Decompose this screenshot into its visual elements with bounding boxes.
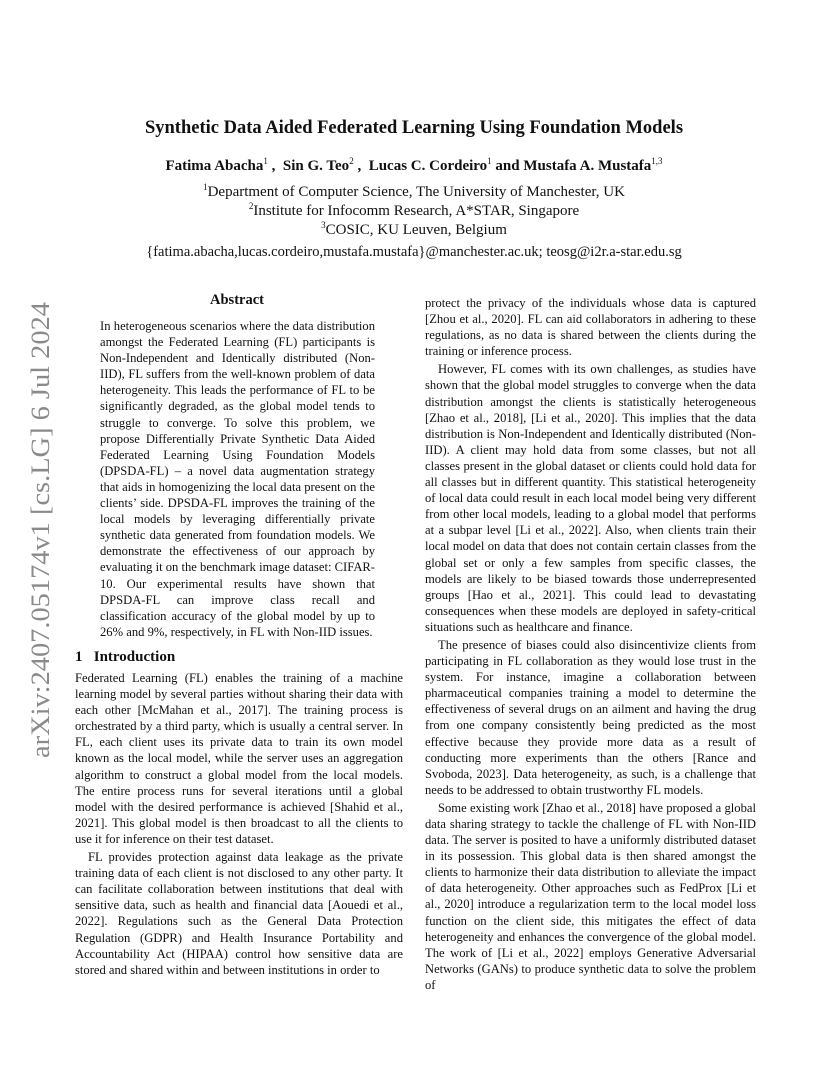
author-sup: 1: [263, 156, 268, 166]
affiliation-sup: 1: [203, 182, 208, 192]
paper-title: Synthetic Data Aided Federated Learning Using Foundation Models: [144, 118, 684, 138]
affiliation-text: Department of Computer Science, The University of Manchester, UK: [207, 184, 625, 200]
right-column: [425, 295, 756, 993]
affiliation-text: COSIC, KU Leuven, Belgium: [325, 222, 507, 238]
paragraph: The presence of biases could also disincentivize clients from participating in FL collaboration as they would lose trust in the system. For instance, imagine a collaboration between pharmaceutical companies training a model to determine the effectiveness of several drugs on an ailment and having the drug from one company consistently being predicted as the most effective because they provide more data as a result of conducting more experiments than the others [Rance and Svoboda, 2023]. Data heterogeneity, as such, is a challenge that needs to be addressed to obtain trustworthy FL models.: [425, 637, 756, 797]
author-sep: ,: [267, 158, 283, 174]
author-name: Fatima Abacha: [165, 158, 264, 174]
affiliation-sup: 3: [321, 220, 326, 230]
paragraph: However, FL comes with its own challenges, as studies have shown that the global model struggles to converge when the data distribution amongst the clients is statistically heterogeneous [Zhao et al., 2018], [Li et al., 2020]. This implies that the data distribution is Non-Independent and Identically distributed (Non-IID). A client may hold data from some classes, but not all classes present in the global dataset or clients could hold data for all classes but in different quantity. This statistical heterogeneity of local data could result in each local model being very different from other local models, leading to a global model that performs at a subpar level [Li et al., 2022]. Also, when clients train their local model on data that does not contain certain classes from the global set or only a few samples from specific classes, the models are likely to be biased towards those underrepresented groups [Hao et al., 2021]. This could lead to devastating consequences when these models are deployed in safety-critical situations such as healthcare and finance.: [425, 362, 756, 634]
arxiv-side-stamp: [22, 300, 56, 760]
paragraph: Some existing work [Zhao et al., 2018] have proposed a global data sharing strategy to tackle the challenge of FL with Non-IID data. The server is posited to have a uniformly distributed dataset in its possession. This global data is then shared amongst the clients to harmonize their data distribution to alleviate the impact of data heterogeneity. Other approaches such as FedProx [Li et al., 2020] introduce a regularization term to the local model loss function on the client side, this mitigates the effect of data heterogeneity and enhances the convergence of the global model. The work of [Li et al., 2022] employs Generative Adversarial Networks (GANs) to produce synthetic data to solve the problem of: [425, 800, 756, 992]
affiliation-1: [0, 182, 828, 201]
abstract-paragraph: In heterogeneous scenarios where the data distribution amongst the Federated Learning (FL) participants is Non-Independent and Identically distributed (Non-IID), FL suffers from the well-known problem of data heterogeneity. This leads the performance of FL to be significantly degraded, as the global model tends to struggle to converge. To solve this problem, we propose Differentially Private Synthetic Data Aided Federated Learning Using Foundation Models (DPSDA-FL) – a novel data augmentation strategy that aids in homogenizing the local data present on the clients’ side. DPSDA-FL improves the training of the local models by leveraging differentially private synthetic data generated from foundation models. We demonstrate the effectiveness of our approach by evaluating it on the benchmark image dataset: CIFAR-10. Our experimental results have shown that DPSDA-FL can improve class recall and classification accuracy of the global model by up to 26% and 9%, respectively, in FL with Non-IID issues.: [100, 319, 376, 639]
intro-left-column: [75, 670, 403, 978]
author-sup: 1,3: [651, 156, 663, 166]
author-sup: 1: [487, 156, 492, 166]
author-name: Lucas C. Cordeiro: [368, 158, 488, 174]
author-sep: and: [491, 158, 524, 174]
author-sup: 2: [349, 156, 354, 166]
affiliation-sup: 2: [248, 201, 254, 211]
abstract-heading: Abstract: [210, 292, 264, 308]
affiliation-text: Institute for Infocomm Research, A*STAR, Singapore: [253, 203, 580, 219]
section-heading-introduction: 1 Introduction: [75, 649, 176, 665]
author-line: [0, 156, 828, 175]
author-name: Sin G. Teo: [282, 158, 350, 174]
author-sep: ,: [353, 158, 369, 174]
paragraph: Federated Learning (FL) enables the training of a machine learning model by several parties without sharing their data with each other [McMahan et al., 2017]. The training process is orchestrated by a third party, which is usually a central server. In FL, each client uses its private data to train its own model known as the local model, while the server uses an aggregation algorithm to construct a global model from the local models. The entire process runs for several iterations until a global model with the desired performance is achieved [Shahid et al., 2021]. This global model is then broadcast to all the clients to use it for inference on their test dataset.: [75, 671, 403, 846]
paragraph: FL provides protection against data leakage as the private training data of each client is not disclosed to any other party. It can facilitate collaboration between institutions that deal with sensitive data, such as health and financial data [Aouedi et al., 2022]. Regulations such as the General Data Protection Regulation (GDPR) and Health Insurance Portability and Accountability Act (HIPAA) control how sensitive data are stored and shared within and between institutions in order to: [75, 850, 403, 977]
author-name: Mustafa A. Mustafa: [523, 158, 652, 174]
arxiv-stamp-text: arXiv:2407.05174v1 [cs.LG] 6 Jul 2024: [25, 332, 55, 758]
affiliation-2: [0, 201, 828, 220]
author-emails: {fatima.abacha,lucas.cordeiro,mustafa.mustafa}@manchester.ac.uk; teosg@i2r.a-star.edu.sg: [146, 244, 682, 260]
affiliation-3: [0, 220, 828, 239]
paragraph: protect the privacy of the individuals whose data is captured [Zhou et al., 2020]. FL can aid collaborators in adhering to these regulations, as no data is shared between the clients during the training or inference process.: [425, 296, 756, 359]
arxiv-stamp-svg: [22, 300, 56, 760]
abstract-body: [100, 318, 375, 640]
